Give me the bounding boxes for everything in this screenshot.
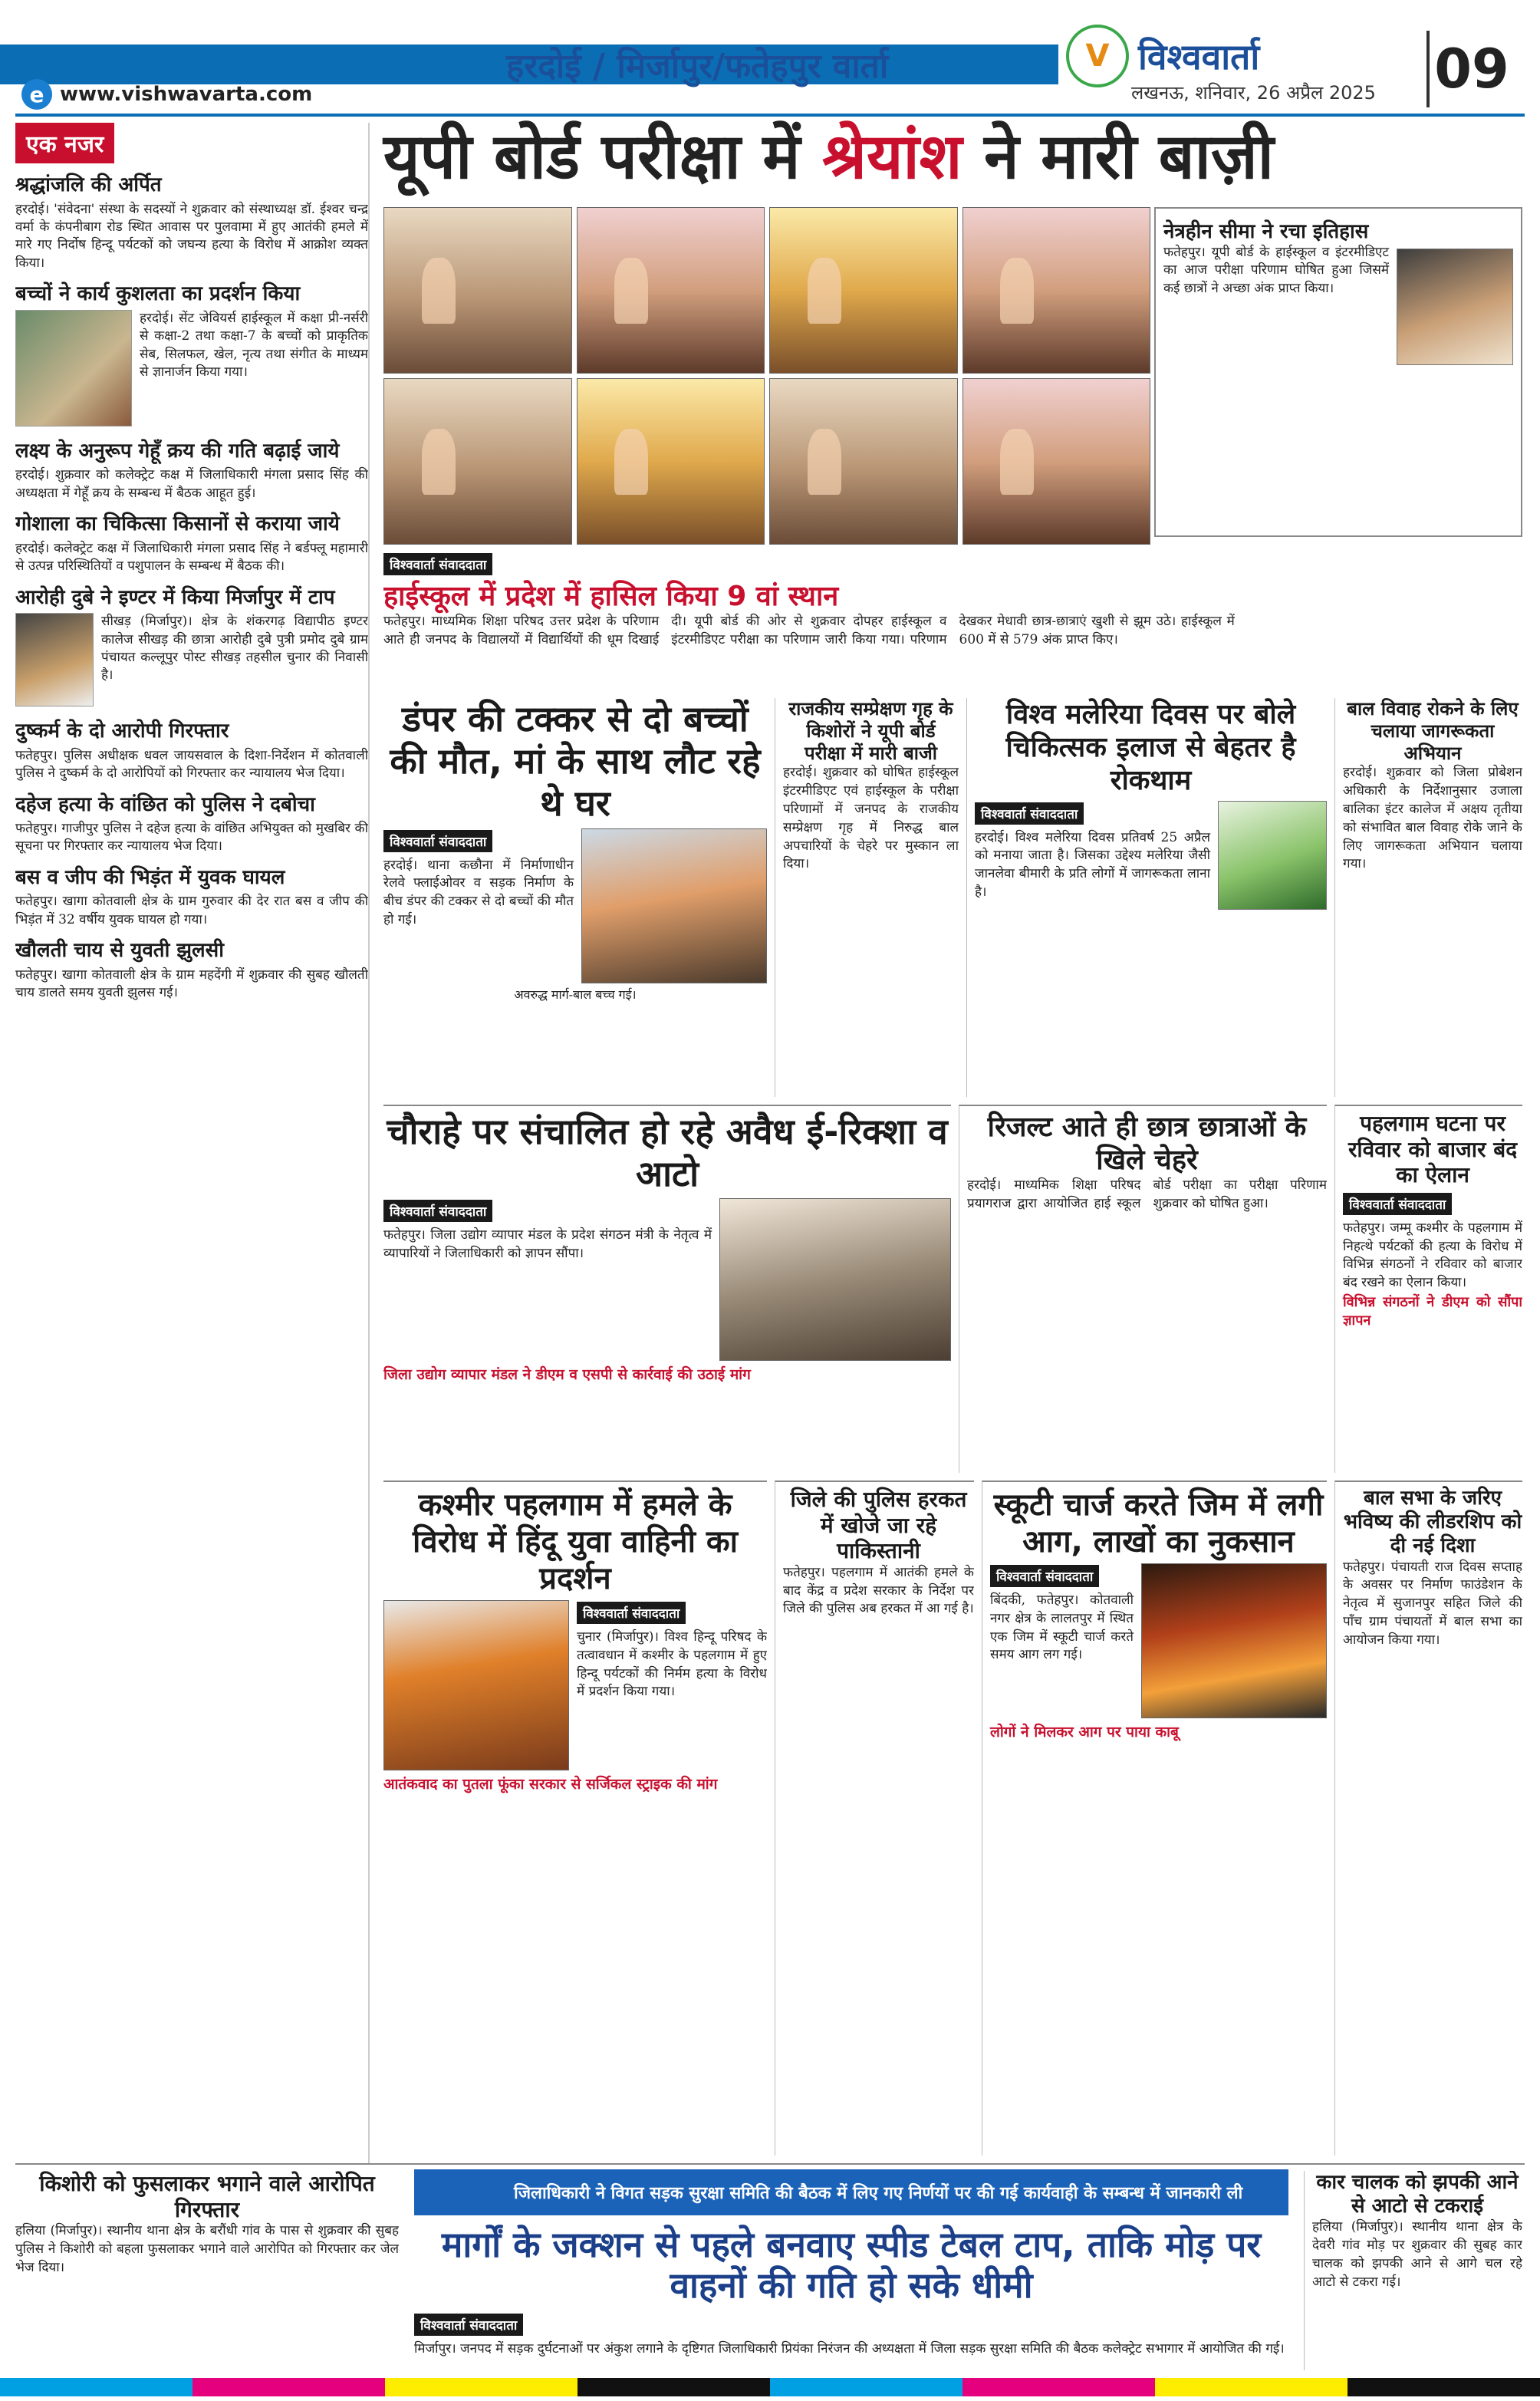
lead-byline: विश्ववार्ता संवाददाता [383,553,492,575]
pakistani-story [775,1480,974,2156]
kashmir-text: चुनार (मिर्जापुर)। विश्व हिन्दू परिषद के तत्वावधान में कश्मीर के पहलगाम में हुए हिन्दू पर्यटकों की निर्मम हत्या के विरोध में प्रदर्शन किया गया। [577,1629,767,1700]
balsabha-story [1334,1480,1522,2156]
sammelan-story [775,698,959,1097]
brief-item [15,173,368,272]
brief-text: हरदोई। कलेक्ट्रेट कक्ष में जिलाधिकारी मंगला प्रसाद सिंह ने बर्डफ्लू महामारी से उत्पन्न परिस्थितियों व पशुपालन के सम्बन्ध में बैठक की। [15,540,368,575]
brief-item [15,585,368,710]
brief-text: हरदोई। शुक्रवार को कलेक्ट्रेट कक्ष में जिलाधिकारी मंगला प्रसाद सिंह की अध्यक्षता में गेहूँ क्रय के सम्बन्ध में बैठक आहूत हुई। [15,467,368,501]
topper-photo [962,378,1151,545]
brief-title: दुष्कर्म के दो आरोपी गिरफ्तार [15,720,229,743]
result-smile-story [959,1105,1327,1473]
seema-photo [1397,249,1513,365]
masthead [0,0,1540,115]
dumper-story [383,698,767,1097]
result-smile-text: हरदोई। माध्यमिक शिक्षा परिषद प्रयागराज द्वारा आयोजित हाई स्कूल बोर्ड परीक्षा का परीक्षा परिणाम शुक्रवार को घोषित हुआ। [967,1177,1327,1212]
brief-title: बच्चों ने कार्य कुशलता का प्रदर्शन किया [15,282,301,306]
scooty-title: स्कूटी चार्ज करते जिम में लगी आग, लाखों का नुकसान [993,1487,1324,1559]
erickshaw-caption: जिला उद्योग व्यापार मंडल ने डीएम व एसपी से कार्रवाई की उठाई मांग [383,1366,751,1384]
lead-subhead: हाईस्कूल में प्रदेश में हासिल किया 9 वां स्थान [383,581,839,612]
student-photo [15,613,94,706]
dumper-text: हरदोई। थाना कछौना में निर्माणाधीन रेलवे फ्लाईओवर व सड़क निर्माण के बीच डंपर की टक्कर से दो बच्चों की मौत हो गई। [383,857,574,927]
topper-photo [769,207,958,374]
brief-item [15,439,368,502]
baithak-strap: जिलाधिकारी ने विगत सड़क सुरक्षा समिति की बैठक में लिए गए निर्णयों पर की गई कार्यवाही के सम्बन्ध में जानकारी ली [414,2169,1288,2215]
pahalgam-text: फतेहपुर। जम्मू कश्मीर के पहलगाम में निहत्थे पर्यटकों की हत्या के विरोध में विभिन्न संगठनों ने रविवार को बाजार बंद रखने का ऐलान किया। [1343,1220,1522,1291]
scooty-fire-photo [1141,1563,1327,1718]
brief-item [15,938,368,1002]
result-smile-title: रिजल्ट आते ही छात्र छात्राओं के खिले चेहरे [987,1112,1307,1177]
brief-text: फतेहपुर। खागा कोतवाली क्षेत्र के ग्राम महदेंगी में शुक्रवार की सुबह खौलती चाय डालते समय युवती झुलस गई। [15,967,368,1001]
erickshaw-title: चौराहे पर संचालित हो रहे अवैध ई-रिक्शा व आटो [387,1111,948,1195]
black-swatch [578,2378,770,2396]
dumper-byline: विश्ववार्ता संवाददाता [383,830,492,852]
malaria-title: विश्व मलेरिया दिवस पर बोले चिकित्सक इलाज से बेहतर है रोकथाम [1005,699,1296,797]
site-link[interactable] [21,77,312,112]
kishori-text: हलिया (मिर्जापुर)। स्थानीय थाना क्षेत्र के बरौंधी गांव के पास से शुक्रवार की सुबह पुलिस ने किशोरी को बहला फुसलाकर भगाने वाले आरोपित को गिरफ्तार कर जेल भेज दिया। [15,2223,399,2275]
brief-item [15,865,368,929]
brand-name: विश्ववार्ता [1138,36,1260,77]
brief-title: श्रद्धांजलि की अर्पित [15,173,162,196]
e-paper-icon: e [21,79,52,110]
brief-text: फतेहपुर। पुलिस अधीक्षक धवल जायसवाल के दिशा-निर्देशन में कोतवाली पुलिस ने दुष्कर्म के दो आरोपियों को गिरफ्तार कर न्यायालय भेज दिया। [15,747,368,782]
topper-photo [962,207,1151,374]
lead-headline-highlight: श्रेयांश [821,120,962,193]
balvivah-text: हरदोई। शुक्रवार को जिला प्रोबेशन अधिकारी के निर्देशानुसार उजाला बालिका इंटर कालेज में अक्षय तृतीया को संभावित बाल विवाह रोके जाने के लिए जागरूकता अभियान चलाया गया। [1343,765,1522,872]
pakistani-title: जिले की पुलिस हरकत में खोजे जा रहे पाकिस्तानी [790,1487,967,1564]
lead-headline-prefix: यूपी बोर्ड परीक्षा में [383,120,801,193]
site-url[interactable]: www.vishwavarta.com [60,83,313,106]
print-color-bar [0,2378,1540,2396]
malaria-byline: विश्ववार्ता संवाददाता [975,802,1084,825]
kashmir-photo [383,1600,569,1770]
scooty-story [982,1480,1327,2156]
rail-header: एक नजर [15,123,114,163]
kashmir-title: कश्मीर पहलगाम में हमले के विरोध में हिंदू युवा वाहिनी का प्रदर्शन [413,1487,738,1596]
bottom-rule [15,2163,1525,2165]
sammelan-title: राजकीय सम्प्रेक्षण गृह के किशोरों ने यूपी बोर्ड परीक्षा में मारी बाजी [788,698,953,764]
brief-text: फतेहपुर। खागा कोतवाली क्षेत्र के ग्राम गुरुवार की देर रात बस व जीप की भिड़ंत में 32 वर्षीय युवक घायल हो गया। [15,894,368,927]
pakistani-text: फतेहपुर। पहलगाम में आतंकी हमले के बाद केंद्र व प्रदेश सरकार के निर्देश पर जिले की पुलिस अब हरकत में आ गई है। [783,1564,974,1617]
erickshaw-byline: विश्ववार्ता संवाददाता [383,1200,492,1222]
car-auto-text: हलिया (मिर्जापुर)। स्थानीय थाना क्षेत्र के देवरी गांव मोड़ पर शुक्रवार की सुबह कार चालक को झपकी आने से आगे चल रहे आटो से टकरा गई। [1312,2219,1522,2290]
topper-photo [769,378,958,545]
brief-title: दहेज हत्या के वांछित को पुलिस ने दबोचा [15,792,315,816]
yellow-swatch [1155,2378,1348,2396]
news-brief-rail [15,123,370,2163]
brief-text: हरदोई। सेंट जेवियर्स हाईस्कूल में कक्षा प्री-नर्सरी से कक्षा-2 तथा कक्षा-7 के बच्चों को प्राकृतिक सेब, सिलफल, खेल, नृत्य तथा संगीत के माध्यम से ज्ञानार्जन किया गया। [140,310,368,380]
brief-title: गोशाला का चिकित्सा किसानों से कराया जाये [15,512,340,536]
magenta-swatch [962,2378,1155,2396]
malaria-story [966,698,1327,1097]
road-safety-headline: मार्गों के जक्शन से पहले बनवाए स्पीड टेबल टाप, ताकि मोड़ पर वाहनों की गति हो सके धीमी [441,2224,1262,2306]
sammelan-text: हरदोई। शुक्रवार को घोषित हाईस्कूल इंटरमीडिएट एवं हाईस्कूल के परीक्षा परिणामों में जनपद के राजकीय सम्प्रेक्षण गृह में निरुद्ध बाल अपचारियों के चेहरे पर मुस्कान ला दिया। [783,765,959,872]
pahalgam-story [1334,1105,1522,1473]
lead-headline-suffix: ने मारी बाज़ी [984,120,1274,193]
pahalgam-caption: विभिन्न संगठनों ने डीएम को सौंपा ज्ञापन [1343,1293,1522,1329]
dumper-title: डंपर की टक्कर से दो बच्चों की मौत, मां के साथ लौट रहे थे घर [390,698,761,825]
results-photo-grid [383,207,1150,545]
brief-title: खौलती चाय से युवती झुलसी [15,939,224,963]
erickshaw-photo [719,1198,951,1361]
brief-title: लक्ष्य के अनुरूप गेहूँ क्रय की गति बढ़ाई जाये [15,439,340,463]
dumper-photo [581,828,767,983]
road-safety-byline: विश्ववार्ता संवाददाता [414,2314,523,2336]
black-swatch [1348,2378,1540,2396]
seema-story-box [1154,207,1522,537]
brand-logo-icon: V [1066,25,1129,87]
scooty-text: बिंदकी, फतेहपुर। कोतवाली नगर क्षेत्र के लालतपुर में स्थित एक जिम में स्कूटी चार्ज करते समय आग लग गई। [990,1592,1134,1663]
erickshaw-text: फतेहपुर। जिला उद्योग व्यापार मंडल के प्रदेश संगठन मंत्री के नेतृत्व में व्यापारियों ने जिलाधिकारी को ज्ञापन सौंपा। [383,1227,712,1262]
cyan-swatch [0,2378,192,2396]
topper-photo [383,378,572,545]
car-auto-title: कार चालक को झपकी आने से आटो से टकराई [1316,2171,1519,2218]
scooty-byline: विश्ववार्ता संवाददाता [990,1565,1099,1587]
brief-item [15,512,368,575]
erickshaw-story [383,1105,951,1473]
scooty-caption: लोगों ने मिलकर आग पर पाया काबू [990,1724,1179,1741]
seema-title: नेत्रहीन सीमा ने रचा इतिहास [1163,220,1369,243]
page-number: 09 [1426,31,1514,107]
balvivah-title: बाल विवाह रोकने के लिए चलाया जागरूकता अभियान [1347,698,1519,764]
malaria-photo [1218,801,1327,910]
brief-item [15,792,368,856]
cyan-swatch [770,2378,962,2396]
road-safety-text: मिर्जापुर। जनपद में सड़क दुर्घटनाओं पर अंकुश लगाने के दृष्टिगत जिलाधिकारी प्रियंका निरंजन की अध्यक्षता में जिला सड़क सुरक्षा समिति की बैठक कलेक्ट्रेट सभागार में आयोजित की गई। [414,2341,1285,2357]
yellow-swatch [385,2378,578,2396]
brief-item [15,719,368,782]
road-safety-story [414,2309,1288,2374]
kishori-title: किशोरी को फुसलाकर भगाने वाले आरोपित गिरफ्तार [39,2171,375,2222]
seema-text: फतेहपुर। यूपी बोर्ड के हाईस्कूल व इंटरमीडिएट का आज परीक्षा परिणाम घोषित हुआ जिसमें कई छात्रों ने अच्छा अंक प्राप्त किया। [1163,245,1389,296]
lead-headline [383,120,1274,193]
kashmir-byline: विश्ववार्ता संवाददाता [577,1602,686,1624]
section-title: हरदोई / मिर्जापुर/फतेहपुर वार्ता [506,47,889,86]
magenta-swatch [192,2378,385,2396]
dateline: लखनऊ, शनिवार, 26 अप्रैल 2025 [1131,82,1376,104]
pahalgam-title: पहलगाम घटना पर रविवार को बाजार बंद का ऐलान [1348,1111,1518,1188]
brief-item [15,282,368,430]
lead-story [383,548,1522,694]
brand [1066,25,1259,87]
brief-title: बस व जीप की भिड़ंत में युवक घायल [15,865,285,889]
balvivah-story [1334,698,1522,1097]
balsabha-title: बाल सभा के जरिए भविष्य की लीडरशिप को दी नई दिशा [1343,1487,1522,1558]
brief-title: आरोही दुबे ने इण्टर में किया मिर्जापुर में टाप [15,585,335,609]
dumper-caption: अवरुद्ध मार्ग-बाल बच्च गई। [514,986,637,1002]
topper-photo [383,207,572,374]
pahalgam-byline: विश्ववार्ता संवाददाता [1343,1193,1452,1215]
kashmir-story [383,1480,767,2156]
brief-text: फतेहपुर। गाजीपुर पुलिस ने दहेज हत्या के वांछित अभियुक्त को मुखबिर की सूचना पर गिरफ्तार कर न्यायालय भेज दिया। [15,821,368,855]
topper-photo [577,378,765,545]
brief-photo [15,310,132,427]
brief-text: हरदोई। 'संवेदना' संस्था के सदस्यों ने शुक्रवार को संस्थाध्यक्ष डॉ. ईश्वर चन्द्र वर्मा के कंपनीबाग रोड स्थित आवास पर पुलवामा में हुए आतंकी हमले में मारे गए निर्दोष हिन्दू पर्यटकों को जघन्य हत्या के विरोध में आक्रोश व्यक्त किया। [15,201,368,271]
kashmir-caption: आतंकवाद का पुतला फूंका सरकार से सर्जिकल स्ट्राइक की मांग [383,1776,718,1793]
lead-text: फतेहपुर। माध्यमिक शिक्षा परिषद उत्तर प्रदेश के परिणाम आते ही जनपद के विद्यालयों में विद्यार्थियों की धूम दिखाई दी। यूपी बोर्ड की ओर से शुक्रवार दोपहर हाईस्कूल व इंटरमीडिएट परीक्षा का परिणाम जारी किया गया। परिणाम देखकर मेधावी छात्र-छात्राएं खुशी से झूम उठे। हाईस्कूल में 600 में से 579 अंक प्राप्त किए। [383,614,1235,647]
kishori-story [15,2171,399,2370]
masthead-rule [15,114,1525,117]
malaria-text: हरदोई। विश्व मलेरिया दिवस प्रतिवर्ष 25 अप्रैल को मनाया जाता है। जिसका उद्देश्य मलेरिया जैसी जानलेवा बीमारी के प्रति लोगों में जागरूकता लाना है। [975,829,1210,900]
brief-text: सीखड़ (मिर्जापुर)। क्षेत्र के शंकरगढ़ विद्यापीठ इण्टर कालेज सीखड़ की छात्रा आरोही दुबे पुत्री प्रमोद दुबे ग्राम पंचायत कल्लूपुर पोस्ट सीखड़ तहसील चुनार की निवासी है। [101,614,368,683]
car-auto-story [1304,2171,1522,2370]
balsabha-text: फतेहपुर। पंचायती राज दिवस सप्ताह के अवसर पर निर्माण फाउंडेशन के नेतृत्व में सुजानपुर सहित जिले की पाँच ग्राम पंचायतों में बाल सभा का आयोजन किया गया। [1343,1559,1522,1648]
topper-photo [577,207,765,374]
